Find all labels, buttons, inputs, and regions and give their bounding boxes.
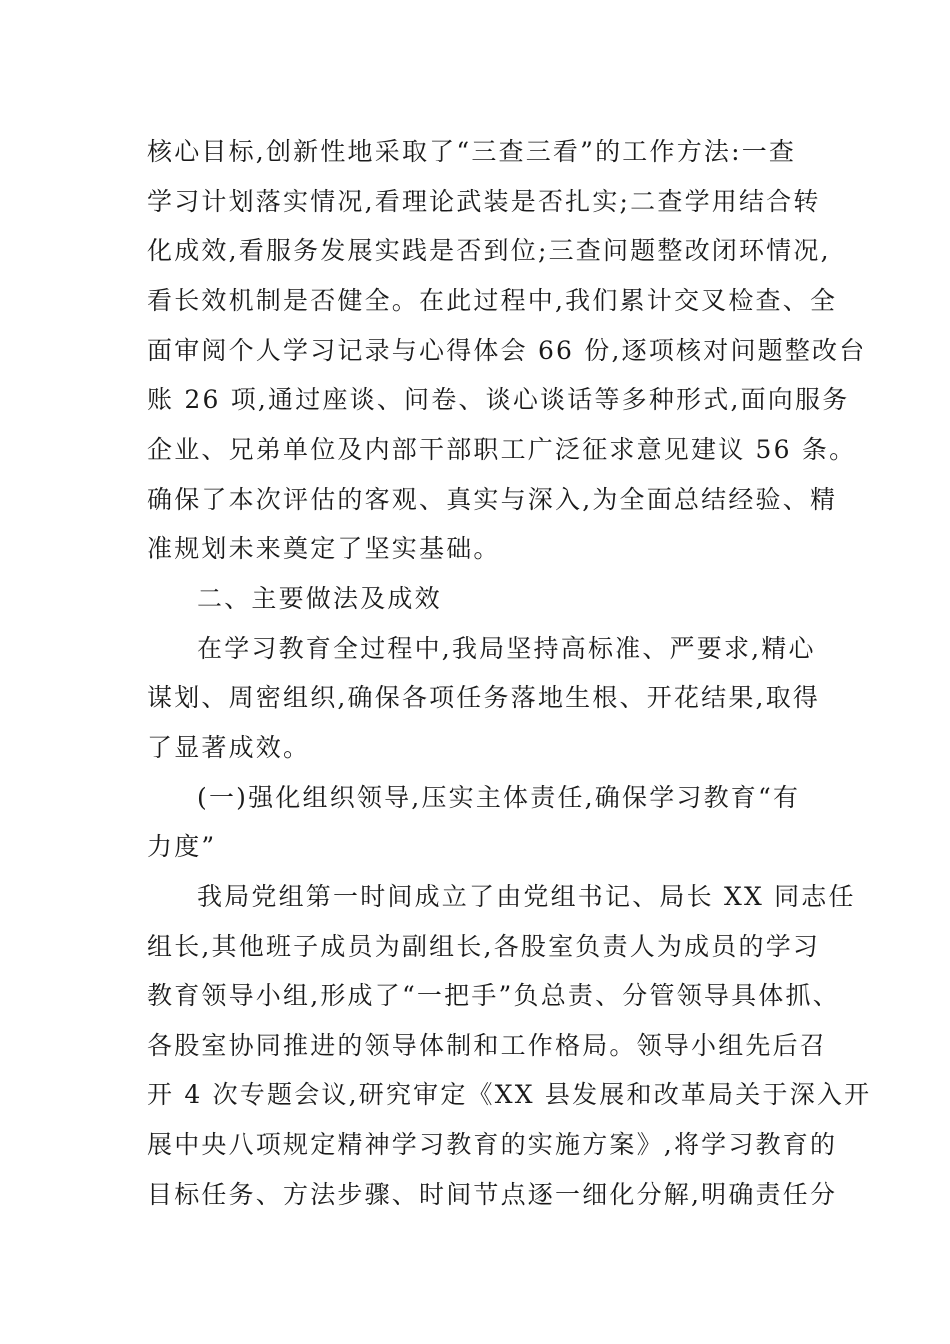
body-text-line: 谋划、周密组织,确保各项任务落地生根、开花结果,取得 xyxy=(147,683,821,712)
body-text-line: 我局党组第一时间成立了由党组书记、局长 XX 同志任 xyxy=(197,882,856,911)
subsection-heading: (一)强化组织领导,压实主体责任,确保学习教育“有 xyxy=(197,783,801,812)
body-text-line: 开 4 次专题会议,研究审定《XX 县发展和改革局关于深入开 xyxy=(147,1080,872,1109)
body-text-line: 确保了本次评估的客观、真实与深入,为全面总结经验、精 xyxy=(147,485,838,514)
body-text-line: 各股室协同推进的领导体制和工作格局。领导小组先后召 xyxy=(147,1031,828,1060)
body-text-line: 了显著成效。 xyxy=(147,733,311,762)
body-text-line: 教育领导小组,形成了“一把手”负总责、分管领导具体抓、 xyxy=(147,981,840,1010)
body-text-line: 学习计划落实情况,看理论武装是否扎实;二查学用结合转 xyxy=(147,187,821,216)
body-text-line: 面审阅个人学习记录与心得体会 66 份,逐项核对问题整改台 xyxy=(147,336,867,365)
body-text-line: 账 26 项,通过座谈、问卷、谈心谈话等多种形式,面向服务 xyxy=(147,385,850,414)
body-text-line: 核心目标,创新性地采取了“三查三看”的工作方法:一查 xyxy=(147,137,797,166)
subsection-heading-continued: 力度” xyxy=(147,832,217,861)
body-text-line: 在学习教育全过程中,我局坚持高标准、严要求,精心 xyxy=(197,634,816,663)
body-text-line: 目标任务、方法步骤、时间节点逐一细化分解,明确责任分 xyxy=(147,1180,838,1209)
body-text-line: 化成效,看服务发展实践是否到位;三查问题整改闭环情况, xyxy=(147,236,831,265)
body-text-line: 准规划未来奠定了坚实基础。 xyxy=(147,534,501,563)
body-text-line: 企业、兄弟单位及内部干部职工广泛征求意见建议 56 条。 xyxy=(147,435,857,464)
body-text-line: 展中央八项规定精神学习教育的实施方案》,将学习教育的 xyxy=(147,1130,838,1159)
section-heading: 二、主要做法及成效 xyxy=(197,584,442,613)
body-text-line: 看长效机制是否健全。在此过程中,我们累计交叉检查、全 xyxy=(147,286,838,315)
body-text-line: 组长,其他班子成员为副组长,各股室负责人为成员的学习 xyxy=(147,932,821,961)
